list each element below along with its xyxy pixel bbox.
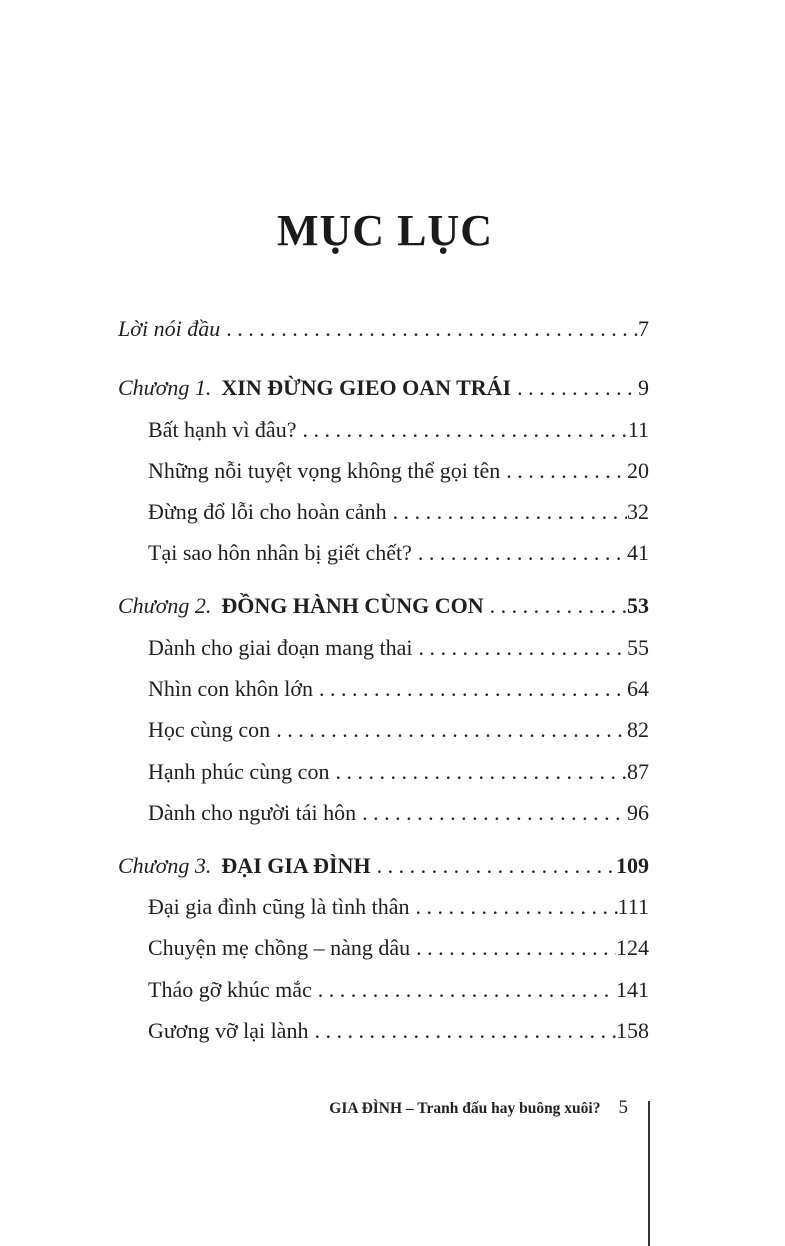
toc-section-label: Đại gia đình cũng là tình thân: [148, 894, 410, 919]
toc-section[interactable]: [148, 497, 649, 527]
dot-leader: [412, 538, 627, 568]
dot-leader: [312, 975, 616, 1005]
toc-section-label: Bất hạnh vì đâu?: [148, 417, 297, 442]
toc-entry-label: Lời nói đầu: [118, 316, 221, 341]
dot-leader: [410, 892, 618, 922]
toc-section-label: Nhìn con khôn lớn: [148, 676, 314, 701]
toc-page-number: 158: [616, 1018, 649, 1043]
dot-leader: [270, 715, 627, 745]
page-title: MỤC LỤC: [277, 206, 493, 255]
toc-page-number: 7: [638, 316, 649, 341]
toc-section[interactable]: [148, 975, 649, 1005]
toc-page-number: 87: [627, 759, 649, 784]
dot-leader: [356, 798, 627, 828]
toc-page-number: 20: [627, 458, 649, 483]
toc-section[interactable]: [148, 715, 649, 745]
dot-leader: [387, 497, 627, 527]
toc-section[interactable]: [148, 633, 649, 663]
toc-page-number: 124: [616, 935, 649, 960]
toc-section[interactable]: [148, 538, 649, 568]
toc-chapter-3[interactable]: [118, 851, 649, 881]
chapter-prefix: Chương 2.: [118, 593, 212, 618]
toc-entry-preface[interactable]: [118, 314, 649, 344]
toc-page-number: 82: [627, 717, 649, 742]
toc-section-label: Chuyện mẹ chồng – nàng dâu: [148, 935, 411, 960]
dot-leader: [313, 674, 627, 704]
toc-section[interactable]: [148, 933, 649, 963]
dot-leader: [413, 633, 627, 663]
dot-leader: [329, 757, 627, 787]
dot-leader: [220, 314, 638, 344]
toc-page-number: 111: [617, 894, 649, 919]
toc-section-label: Tại sao hôn nhân bị giết chết?: [148, 540, 412, 565]
toc-page-number: 55: [627, 635, 649, 660]
toc-section-label: Dành cho người tái hôn: [148, 800, 357, 825]
toc-section-label: Gương vỡ lại lành: [148, 1018, 309, 1043]
dot-leader: [308, 1016, 616, 1046]
chapter-title: ĐẠI GIA ĐÌNH: [221, 853, 371, 878]
toc-page-number: 96: [627, 800, 649, 825]
toc-section-label: Những nỗi tuyệt vọng không thể gọi tên: [148, 458, 501, 483]
running-title: GIA ĐÌNH – Tranh đấu hay buông xuôi?: [329, 1100, 601, 1117]
toc-section-label: Tháo gỡ khúc mắc: [148, 977, 312, 1002]
toc-page-number: 9: [638, 375, 649, 400]
chapter-prefix: Chương 1.: [118, 375, 212, 400]
toc-chapter-2[interactable]: [118, 591, 649, 621]
toc-page-number: 11: [627, 417, 649, 442]
toc-section-label: Học cùng con: [148, 717, 271, 742]
toc-page-number: 32: [627, 499, 649, 524]
toc-section[interactable]: [148, 892, 649, 922]
toc-page-number: 141: [616, 977, 649, 1002]
toc-page-number: 41: [627, 540, 649, 565]
toc-page-number: 64: [627, 676, 649, 701]
dot-leader: [296, 415, 627, 445]
toc-section[interactable]: [148, 1016, 649, 1046]
toc-section-label: Hạnh phúc cùng con: [148, 759, 330, 784]
toc-section[interactable]: [148, 415, 649, 445]
toc-section-label: Dành cho giai đoạn mang thai: [148, 635, 413, 660]
page-number: 5: [618, 1097, 628, 1118]
page-footer: [0, 1097, 628, 1119]
toc-chapter-1[interactable]: [118, 373, 649, 403]
toc-page-number: 53: [627, 593, 649, 618]
footer-divider: [648, 1101, 650, 1246]
toc-section[interactable]: [148, 674, 649, 704]
dot-leader: [371, 851, 616, 881]
chapter-prefix: Chương 3.: [118, 853, 212, 878]
toc-page-number: 109: [616, 853, 649, 878]
toc-section-label: Đừng đổ lỗi cho hoàn cảnh: [148, 499, 387, 524]
chapter-title: XIN ĐỪNG GIEO OAN TRÁI: [221, 375, 512, 400]
dot-leader: [500, 456, 627, 486]
chapter-title: ĐỒNG HÀNH CÙNG CON: [221, 593, 484, 618]
dot-leader: [484, 591, 627, 621]
dot-leader: [511, 373, 638, 403]
toc-section[interactable]: [148, 798, 649, 828]
toc-section[interactable]: [148, 757, 649, 787]
dot-leader: [410, 933, 616, 963]
toc-section[interactable]: [148, 456, 649, 486]
